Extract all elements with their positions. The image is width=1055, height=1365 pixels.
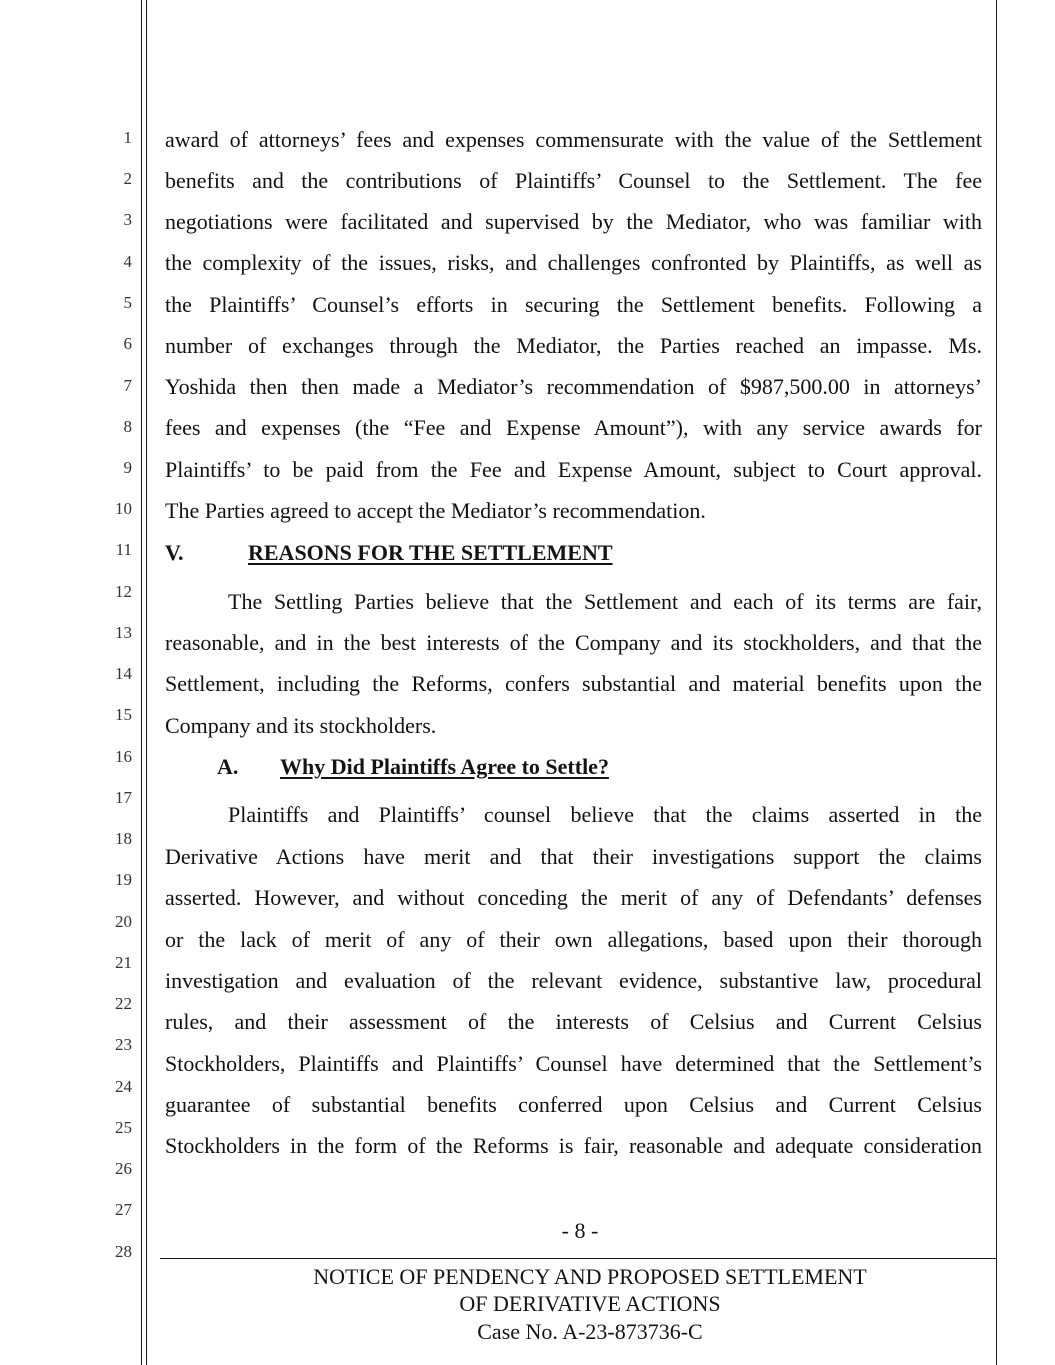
line-number: 1 bbox=[123, 128, 132, 147]
text-line: investigation and evaluation of the relevant evidence, substantive law, procedural bbox=[165, 968, 982, 993]
footer-rule bbox=[160, 1258, 996, 1259]
line-number: 4 bbox=[123, 252, 132, 271]
section-number: A. bbox=[217, 754, 239, 779]
text-line: the Plaintiffs’ Counsel’s efforts in securing the Settlement benefits. Following a bbox=[165, 292, 982, 317]
footer-title-line: OF DERIVATIVE ACTIONS bbox=[459, 1291, 721, 1316]
text-line: Settlement, including the Reforms, confers substantial and material benefits upon the bbox=[165, 671, 982, 696]
text-line: Yoshida then then made a Mediator’s recommendation of $987,500.00 in attorneys’ bbox=[165, 374, 982, 399]
line-number: 9 bbox=[123, 458, 132, 477]
text-line: rules, and their assessment of the interests of Celsius and Current Celsius bbox=[165, 1009, 982, 1034]
right-margin-rule bbox=[996, 0, 997, 1365]
text-line: number of exchanges through the Mediator, the Parties reached an impasse. Ms. bbox=[165, 333, 982, 358]
line-number: 15 bbox=[115, 705, 132, 724]
text-line: reasonable, and in the best interests of the Company and its stockholders, and that the bbox=[165, 630, 982, 655]
text-line: benefits and the contributions of Plaintiffs’ Counsel to the Settlement. The fee bbox=[165, 168, 982, 193]
text-line: the complexity of the issues, risks, and challenges confronted by Plaintiffs, as well as bbox=[165, 250, 982, 275]
footer-title-line: NOTICE OF PENDENCY AND PROPOSED SETTLEMENT bbox=[313, 1264, 867, 1289]
text-line: Plaintiffs’ to be paid from the Fee and Expense Amount, subject to Court approval. bbox=[165, 457, 982, 482]
text-line: negotiations were facilitated and supervised by the Mediator, who was familiar with bbox=[165, 209, 982, 234]
line-number: 26 bbox=[115, 1159, 132, 1178]
line-number: 19 bbox=[115, 870, 132, 889]
line-number: 8 bbox=[123, 417, 132, 436]
text-line: asserted. However, and without conceding the merit of any of Defendants’ defenses bbox=[165, 885, 982, 910]
line-number: 7 bbox=[123, 376, 132, 395]
line-number: 6 bbox=[123, 334, 132, 353]
line-number: 24 bbox=[115, 1077, 132, 1096]
text-line: guarantee of substantial benefits conferred upon Celsius and Current Celsius bbox=[165, 1092, 982, 1117]
text-line: Plaintiffs and Plaintiffs’ counsel believe that the claims asserted in the bbox=[228, 802, 982, 827]
line-number: 16 bbox=[115, 747, 132, 766]
line-number: 14 bbox=[115, 664, 132, 683]
section-title: REASONS FOR THE SETTLEMENT bbox=[248, 540, 613, 565]
text-line: fees and expenses (the “Fee and Expense Amount”), with any service awards for bbox=[165, 415, 982, 440]
page-number: - 8 - bbox=[561, 1218, 599, 1243]
line-number: 12 bbox=[115, 582, 132, 601]
text-line: The Parties agreed to accept the Mediator’s recommendation. bbox=[165, 498, 706, 523]
line-number: 2 bbox=[123, 169, 132, 188]
text-line: Derivative Actions have merit and that their investigations support the claims bbox=[165, 844, 982, 869]
line-number: 5 bbox=[123, 293, 132, 312]
line-number: 18 bbox=[115, 829, 132, 848]
left-margin-rule-outer bbox=[141, 0, 142, 1365]
text-line: or the lack of merit of any of their own allegations, based upon their thorough bbox=[165, 927, 982, 952]
text-line: The Settling Parties believe that the Settlement and each of its terms are fair, bbox=[228, 589, 982, 614]
line-number: 20 bbox=[115, 912, 132, 931]
section-title: Why Did Plaintiffs Agree to Settle? bbox=[280, 754, 609, 779]
section-number: V. bbox=[165, 540, 184, 565]
line-number: 21 bbox=[115, 953, 132, 972]
text-line: award of attorneys’ fees and expenses commensurate with the value of the Settlement bbox=[165, 127, 982, 152]
line-number: 28 bbox=[115, 1242, 132, 1261]
line-number: 17 bbox=[115, 788, 132, 807]
line-number: 25 bbox=[115, 1118, 132, 1137]
line-number: 11 bbox=[115, 540, 132, 559]
line-number: 22 bbox=[115, 994, 132, 1013]
left-margin-rule-inner bbox=[146, 0, 147, 1365]
line-number: 10 bbox=[115, 499, 132, 518]
line-number: 13 bbox=[115, 623, 132, 642]
line-number: 27 bbox=[115, 1200, 132, 1219]
text-line: Stockholders in the form of the Reforms is fair, reasonable and adequate consideration bbox=[165, 1133, 982, 1158]
line-number: 23 bbox=[115, 1035, 132, 1054]
text-line: Stockholders, Plaintiffs and Plaintiffs’ Counsel have determined that the Settlement’s bbox=[165, 1051, 982, 1076]
line-number: 3 bbox=[123, 210, 132, 229]
footer-case-number: Case No. A-23-873736-C bbox=[477, 1319, 703, 1344]
text-line: Company and its stockholders. bbox=[165, 713, 437, 738]
